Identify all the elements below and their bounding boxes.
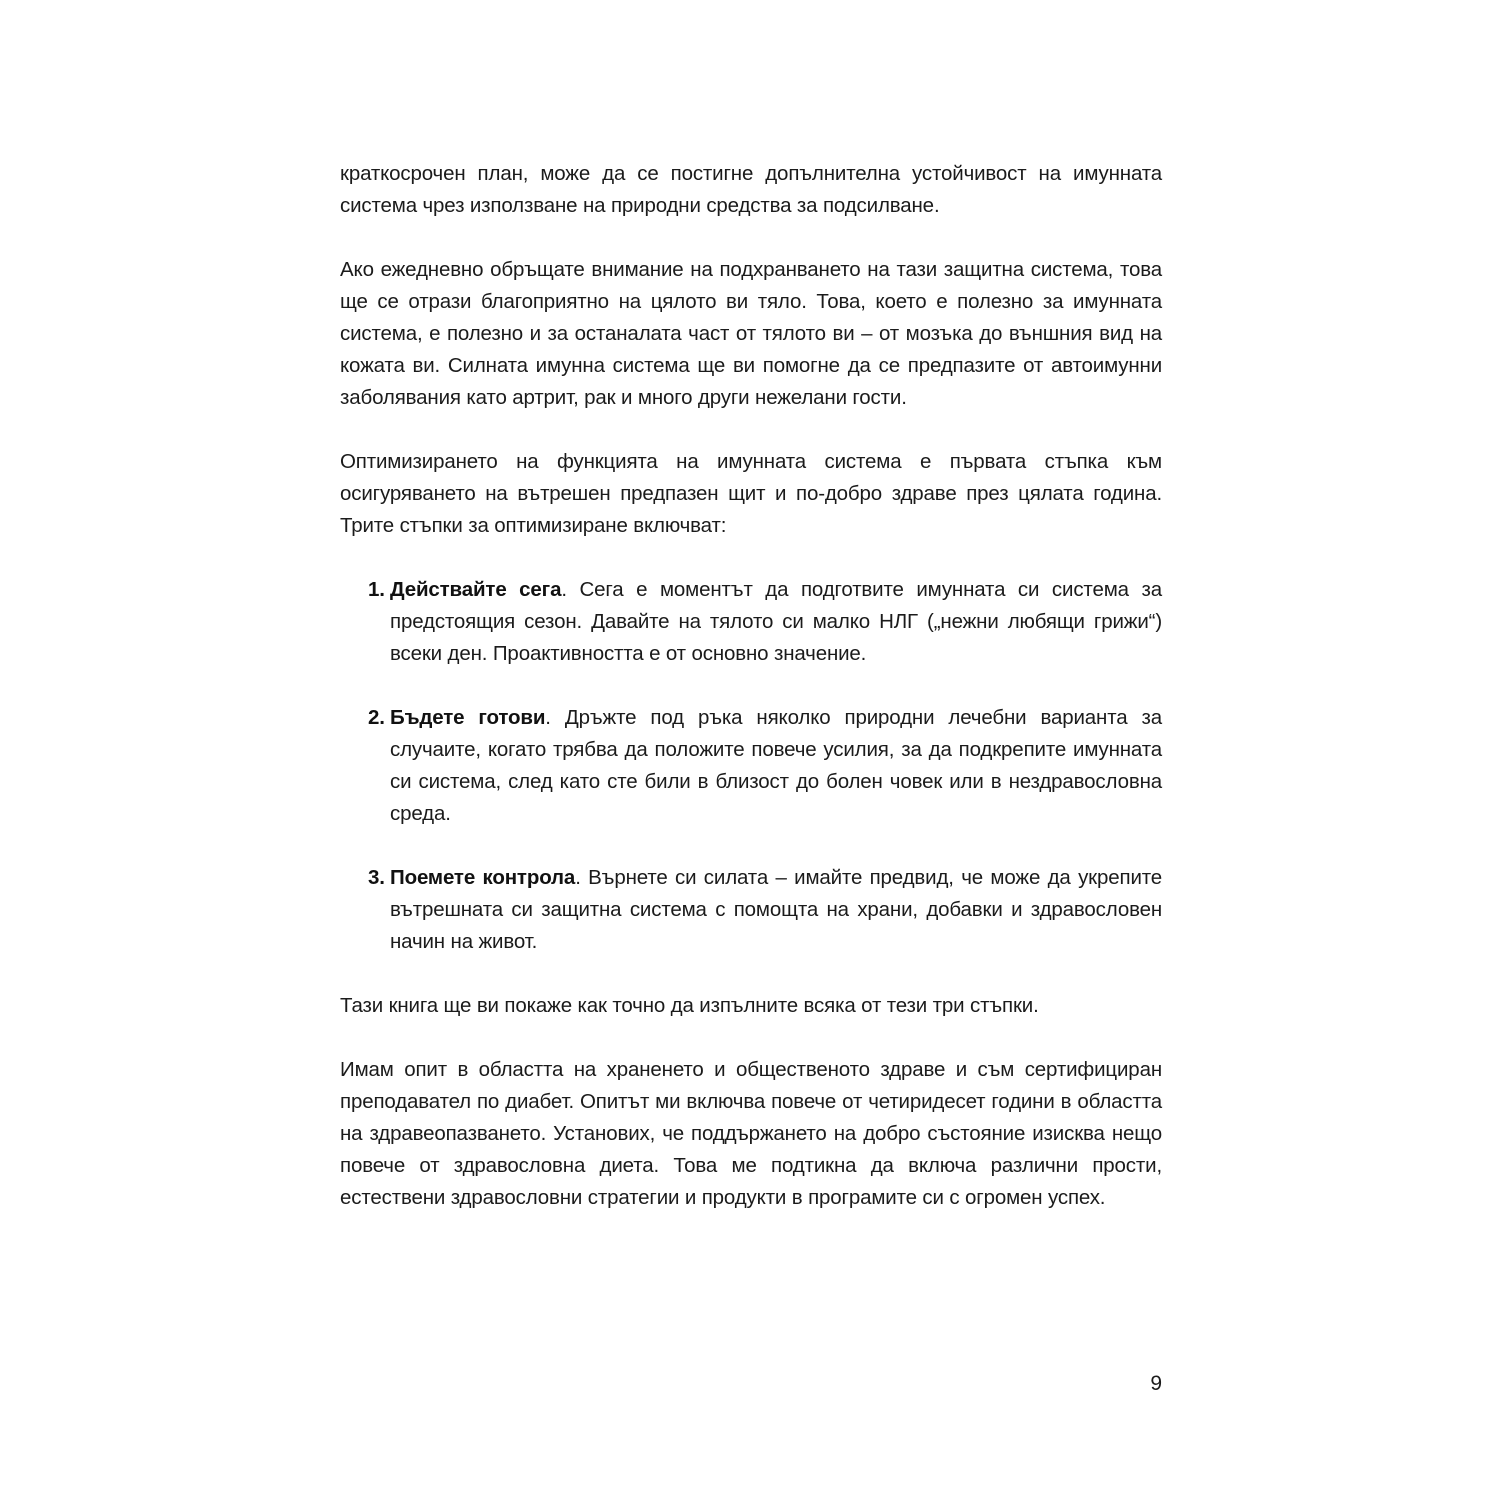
list-item (340, 574, 1162, 670)
list-item-text: . Върнете си силата – имайте предвид, че може да укрепите вътрешната си защитна система с помощта на храни, добавки и здравословен начин на живот. (390, 866, 1163, 953)
list-item-heading: Действайте сега (390, 578, 562, 601)
page-body (340, 158, 1162, 1246)
paragraph-optimization: Оптимизирането на функцията на имунната система е първата стъпка към осигуряването на вътрешен предпазен щит и по-добро здраве през цялата година. Трите стъпки за оптимизиране включват: (340, 450, 1162, 537)
paragraph-intro-continuation: краткосрочен план, може да се постигне допълнителна устойчивост на имунната система чрез използване на природни средства за подсилване. (340, 162, 1162, 217)
paragraph-daily-care: Ако ежедневно обръщате внимание на подхранването на тази защитна система, това ще се отрази благоприятно на цялото ви тяло. Това, което е полезно за имунната система, е полезно и за останалата част от тялото ви – от мозъка до външния вид на кожата ви. Силната имунна система ще ви помогне да се предпазите от автоимунни заболявания като артрит, рак и много други нежелани гости. (340, 258, 1162, 409)
page-number: 9 (1150, 1372, 1162, 1395)
list-item-text: . Сега е моментът да подготвите имунната си система за предстоящия сезон. Давайте на тялото си малко НЛГ („нежни любящи грижи“) всеки ден. Проактивността е от основно значение. (390, 578, 1162, 665)
list-item-number: 1. (368, 578, 385, 601)
paragraph-author-experience: Имам опит в областта на храненето и общественото здраве и съм сертифициран преподавател по диабет. Опитът ми включва повече от четиридесет години в областта на здравеопазването. Установих, че поддържането на добро състояние изисква нещо повече от здравословна диета. Това ме подтикна да включа различни прости, естествени здравословни стратегии и продукти в програмите си с огромен успех. (340, 1058, 1162, 1209)
paragraph-book-purpose: Тази книга ще ви покаже как точно да изпълните всяка от тези три стъпки. (340, 994, 1039, 1017)
list-item-text: . Дръжте под ръка няколко природни лечебни варианта за случаите, когато трябва да положите повече усилия, за да подкрепите имунната си система, след като сте били в близост до болен човек или в нездравословна среда. (390, 706, 1162, 825)
list-item-heading: Поемете контрола (390, 866, 576, 889)
list-item (340, 862, 1162, 958)
list-item-number: 3. (368, 866, 385, 889)
list-item-heading: Бъдете готови (390, 706, 546, 729)
steps-list (340, 574, 1162, 958)
list-item-number: 2. (368, 706, 385, 729)
list-item (340, 702, 1162, 830)
